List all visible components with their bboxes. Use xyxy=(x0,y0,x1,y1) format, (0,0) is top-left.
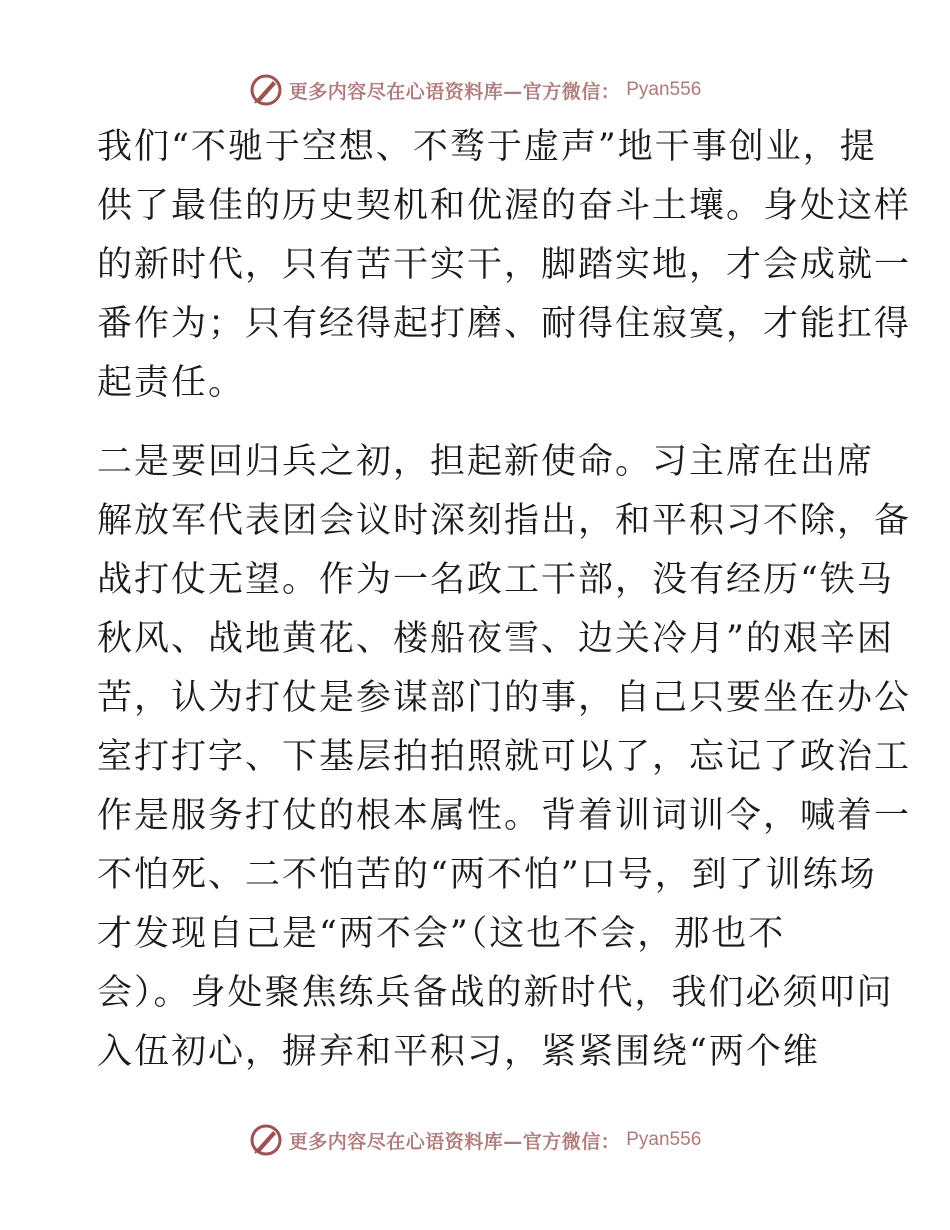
text-line: 苦，认为打仗是参谋部门的事，自己只要坐在办公 xyxy=(97,678,912,718)
text-line: 供了最佳的历史契机和优渥的奋斗土壤。身处这样 xyxy=(97,186,912,226)
paragraph-spacer xyxy=(97,413,857,433)
paragraph-2 xyxy=(97,433,912,1082)
text-line: 我们“不驰于空想、不骛于虚声”地干事创业，提 xyxy=(97,127,877,167)
watermark-wechat-id: Pyan556 xyxy=(626,1129,702,1150)
footer-watermark xyxy=(0,1120,950,1160)
header-watermark xyxy=(0,70,950,110)
text-line: 二是要回归兵之初，担起新使命。习主席在出席 xyxy=(97,442,875,482)
text-line: 番作为；只有经得起打磨、耐得住寂寞，才能扛得 xyxy=(97,304,912,344)
feather-pen-circle-icon xyxy=(249,1123,283,1157)
paragraph-1 xyxy=(97,118,912,413)
text-line: 入伍初心，摒弃和平积习，紧紧围绕“两个维 xyxy=(97,1032,820,1072)
watermark-wechat-id: Pyan556 xyxy=(626,79,702,100)
text-line: 不怕死、二不怕苦的“两不怕”口号，到了训练场 xyxy=(97,855,877,895)
text-line: 会）。身处聚焦练兵备战的新时代，我们必须叩问 xyxy=(97,973,894,1013)
text-line: 才发现自己是“两不会”（这也不会，那也不 xyxy=(97,914,786,954)
text-line: 战打仗无望。作为一名政工干部，没有经历“铁马 xyxy=(97,560,894,600)
text-line: 作是服务打仗的根本属性。背着训词训令，喊着一 xyxy=(97,796,912,836)
text-line: 的新时代，只有苦干实干，脚踏实地，才会成就一 xyxy=(97,245,912,285)
document-body xyxy=(97,118,912,1082)
text-line: 秋风、战地黄花、楼船夜雪、边关冷月”的艰辛困 xyxy=(97,619,894,659)
text-line: 起责任。 xyxy=(97,363,246,403)
text-line: 解放军代表团会议时深刻指出，和平积习不除，备 xyxy=(97,501,912,541)
feather-pen-circle-icon xyxy=(249,73,283,107)
text-line: 室打打字、下基层拍拍照就可以了，忘记了政治工 xyxy=(97,737,912,777)
watermark-text: 更多内容尽在心语资料库—官方微信： xyxy=(288,1130,621,1153)
watermark-text: 更多内容尽在心语资料库—官方微信： xyxy=(288,80,621,103)
